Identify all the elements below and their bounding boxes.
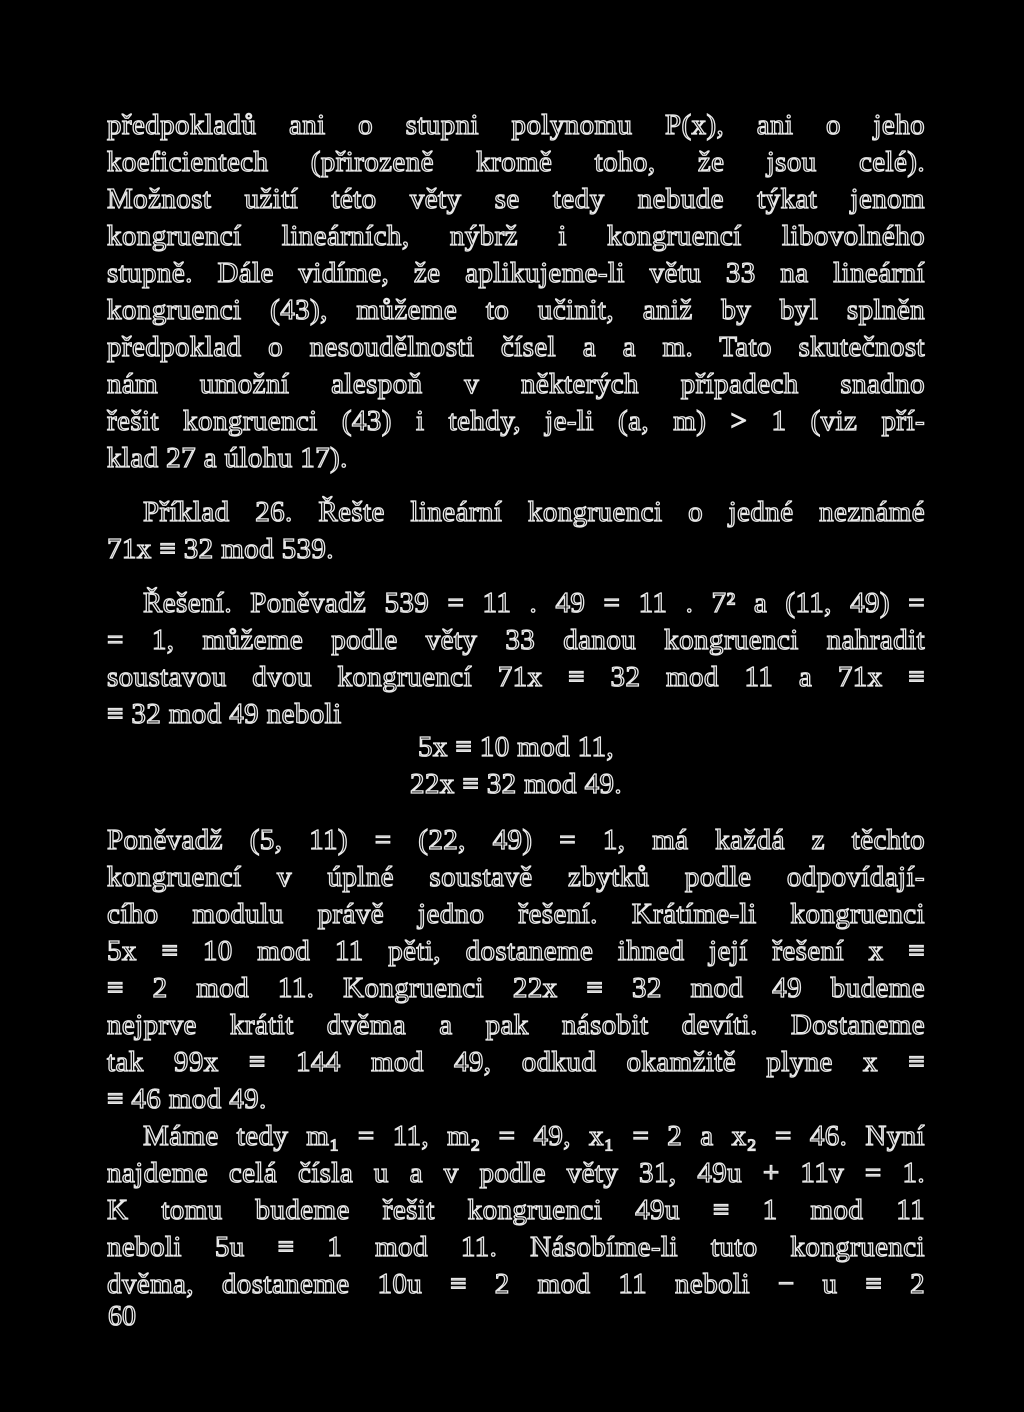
text-line: nám umožní alespoň v některých případech snadno: [107, 368, 925, 400]
text-line: Poněvadž (5, 11) = (22, 49) = 1, má každá z těchto: [107, 824, 925, 856]
solution-line: ≡ 32 mod 49 neboli: [107, 698, 342, 730]
text-line: Možnost užití této věty se tedy nebude týkat jenom: [107, 183, 925, 215]
text-line: cího modulu právě jedno řešení. Krátíme-li kongruenci: [107, 898, 925, 930]
text-line: koeficientech (přirozeně kromě toho, že jsou celé).: [107, 146, 925, 178]
solution-line: Řešení. Poněvadž 539 = 11 . 49 = 11 . 7² a (11, 49) =: [143, 587, 925, 619]
text-line: stupně. Dále vidíme, že aplikujeme-li větu 33 na lineární: [107, 257, 925, 289]
text-line: klad 27 a úlohu 17).: [107, 442, 348, 474]
text-line: kongruenci (43), můžeme to učinit, aniž by byl splněn: [107, 294, 925, 326]
text-line: neboli 5u ≡ 1 mod 11. Násobíme-li tuto kongruenci: [107, 1231, 925, 1263]
text-line: Máme tedy m₁ = 11, m₂ = 49, x₁ = 2 a x₂ = 46. Nyní: [143, 1120, 925, 1152]
text-line: ≡ 2 mod 11. Kongruenci 22x ≡ 32 mod 49 budeme: [107, 972, 925, 1004]
example-heading: Příklad 26. Řešte lineární kongruenci o jedné neznámé: [143, 496, 925, 528]
solution-line: soustavou dvou kongruencí 71x ≡ 32 mod 11 a 71x ≡: [107, 661, 925, 693]
equation-line: 5x ≡ 10 mod 11,: [417, 731, 615, 763]
page-number: 60: [108, 1301, 136, 1332]
solution-line: = 1, můžeme podle věty 33 danou kongruenci nahradit: [107, 624, 925, 656]
text-line: řešit kongruenci (43) i tehdy, je-li (a, m) > 1 (viz pří-: [107, 405, 925, 437]
example-equation: 71x ≡ 32 mod 539.: [107, 533, 334, 565]
text-line: K tomu budeme řešit kongruenci 49u ≡ 1 mod 11: [107, 1194, 925, 1226]
text-line: předpoklad o nesoudělnosti čísel a a m. Tato skutečnost: [107, 331, 925, 363]
text-line: nejprve krátit dvěma a pak násobit devíti. Dostaneme: [107, 1009, 925, 1041]
text-line: tak 99x ≡ 144 mod 49, odkud okamžitě plyne x ≡: [107, 1046, 925, 1078]
text-line: kongruencí v úplné soustavě zbytků podle odpovídají-: [107, 861, 925, 893]
text-line: ≡ 46 mod 49.: [107, 1083, 267, 1115]
text-line: předpokladů ani o stupni polynomu P(x), ani o jeho: [107, 109, 925, 141]
equation-line: 22x ≡ 32 mod 49.: [409, 768, 623, 800]
text-line: dvěma, dostaneme 10u ≡ 2 mod 11 neboli − u ≡ 2: [107, 1268, 925, 1300]
text-line: 5x ≡ 10 mod 11 pěti, dostaneme ihned její řešení x ≡: [107, 935, 925, 967]
text-line: kongruencí lineárních, nýbrž i kongruencí libovolného: [107, 220, 925, 252]
text-line: najdeme celá čísla u a v podle věty 31, 49u + 11v = 1.: [107, 1157, 925, 1189]
